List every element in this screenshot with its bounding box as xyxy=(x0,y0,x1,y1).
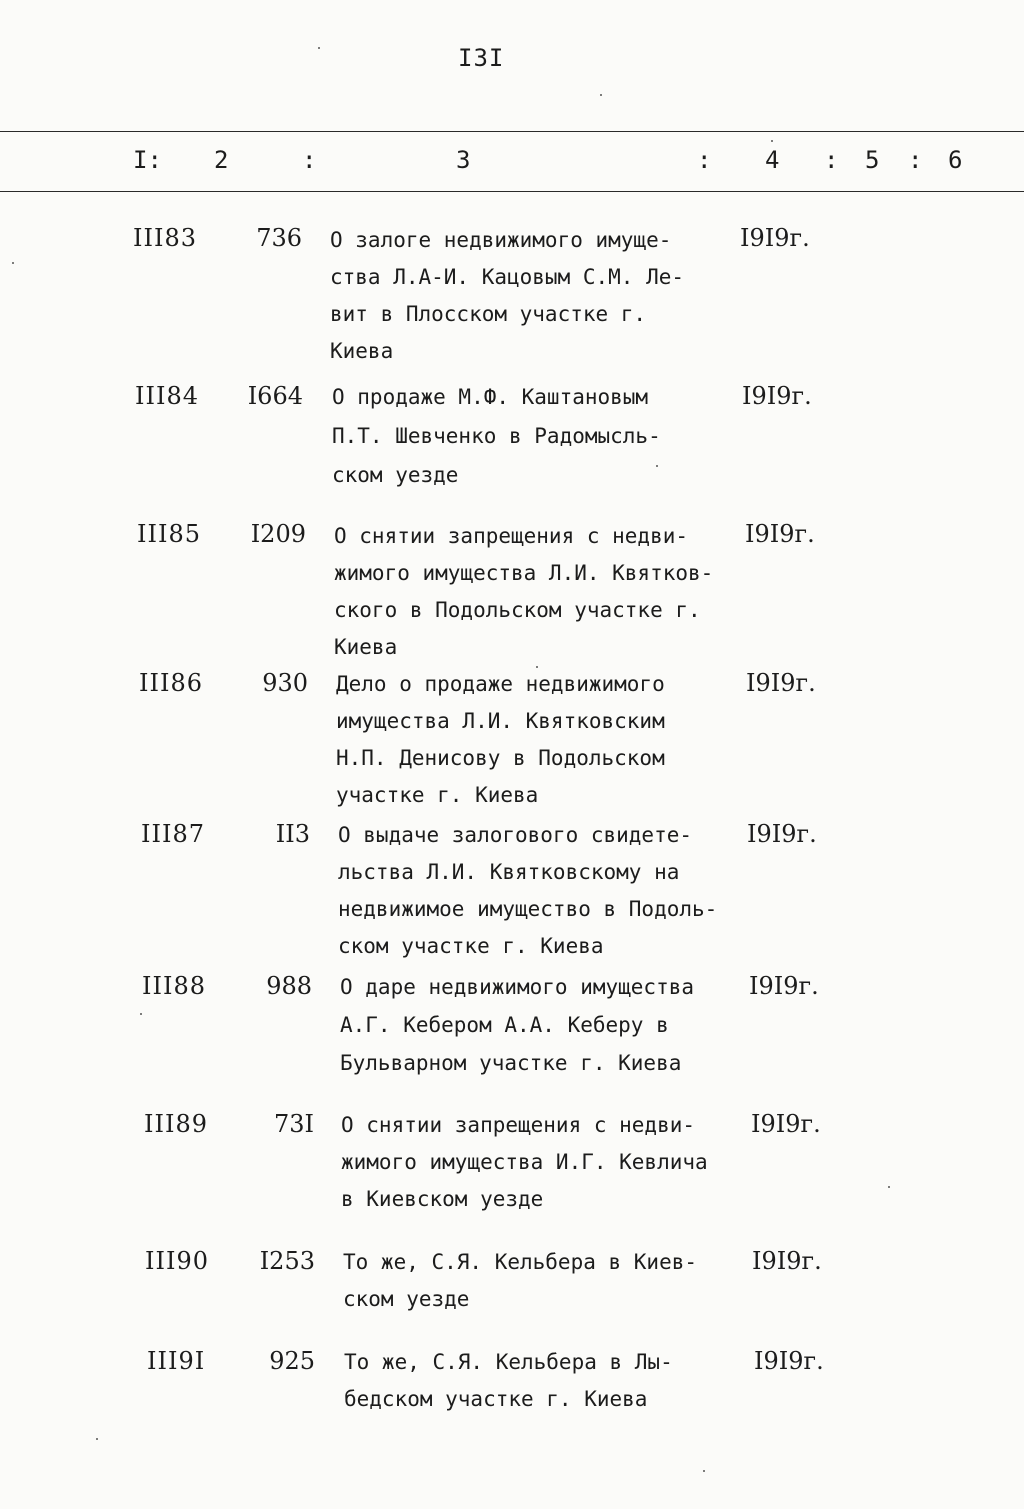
record-year: I9I9г. xyxy=(752,1247,822,1275)
record-title: О даре недвижимого имущества А.Г. Кебером А.А. Кеберу в Бульварном участке г. Киева xyxy=(340,975,695,1075)
record-year: I9I9г. xyxy=(751,1110,821,1138)
column-header-1: I: xyxy=(133,146,162,174)
sheet-count: I664 xyxy=(247,382,303,410)
record-number: III87 xyxy=(141,820,205,848)
header-rule-bottom xyxy=(0,191,1024,192)
sheet-count: 736 xyxy=(256,224,302,252)
record-title: То же, С.Я. Кельбера в Лы- бедском участке г. Киева xyxy=(344,1350,673,1411)
record-number: III84 xyxy=(135,382,199,410)
column-header-5: 5 xyxy=(865,146,880,174)
header-rule-top xyxy=(0,131,1024,132)
record-year: I9I9г. xyxy=(742,382,812,410)
record-number: III89 xyxy=(144,1110,208,1138)
record-year: I9I9г. xyxy=(749,972,819,1000)
speck xyxy=(318,47,320,49)
record-number: III90 xyxy=(145,1247,209,1275)
record-number: III85 xyxy=(137,520,201,548)
speck xyxy=(536,666,538,668)
record-year: I9I9г. xyxy=(745,520,815,548)
sheet-count: I209 xyxy=(250,520,306,548)
sheet-count: 988 xyxy=(266,972,312,1000)
column-header-4: 4 xyxy=(765,146,780,174)
sheet-count: 925 xyxy=(269,1347,315,1375)
record-title: О снятии запрещения с недви- жимого имущества Л.И. Квятков- ского в Подольском участке г. Киева xyxy=(334,524,714,659)
column-header-6: 6 xyxy=(948,146,963,174)
column-separator: : xyxy=(697,146,712,174)
sheet-count: 73I xyxy=(273,1110,314,1138)
speck xyxy=(771,140,773,142)
sheet-count: II3 xyxy=(275,820,310,848)
sheet-count: 930 xyxy=(262,669,308,697)
speck xyxy=(703,1470,705,1472)
record-number: III9I xyxy=(147,1347,206,1375)
column-header-3: 3 xyxy=(456,146,471,174)
record-title: О выдаче залогового свидете- льства Л.И. Квятковскому на недвижимое имущество в Подоль- ском участке г. Киева xyxy=(338,823,718,958)
speck xyxy=(12,262,14,264)
record-number: III88 xyxy=(142,972,206,1000)
speck xyxy=(600,94,602,96)
sheet-count: I253 xyxy=(259,1247,315,1275)
column-header-2: 2 xyxy=(214,146,229,174)
speck xyxy=(96,1438,98,1440)
speck xyxy=(888,1186,890,1188)
record-number: III83 xyxy=(133,224,197,252)
record-number: III86 xyxy=(139,669,203,697)
record-year: I9I9г. xyxy=(747,820,817,848)
page-number: I3I xyxy=(458,44,505,72)
record-title: Дело о продаже недвижимого имущества Л.И. Квятковским Н.П. Денисову в Подольском участке г. Киева xyxy=(336,672,665,807)
record-title: О снятии запрещения с недви- жимого имущества И.Г. Кевлича в Киевском уезде xyxy=(341,1113,708,1211)
speck xyxy=(140,1013,142,1015)
column-separator: : xyxy=(824,146,839,174)
record-title: То же, С.Я. Кельбера в Киев- ском уезде xyxy=(343,1250,698,1311)
record-year: I9I9г. xyxy=(754,1347,824,1375)
column-separator: : xyxy=(908,146,923,174)
record-title: О залоге недвижимого имуще- ства Л.А-И. Кацовым С.М. Ле- вит в Плосском участке г. Киева xyxy=(330,228,685,363)
record-title: О продаже М.Ф. Каштановым П.Т. Шевченко в Радомысль- ском уезде xyxy=(332,385,661,487)
column-separator: : xyxy=(302,146,317,174)
record-year: I9I9г. xyxy=(740,224,810,252)
speck xyxy=(656,465,658,467)
record-year: I9I9г. xyxy=(746,669,816,697)
